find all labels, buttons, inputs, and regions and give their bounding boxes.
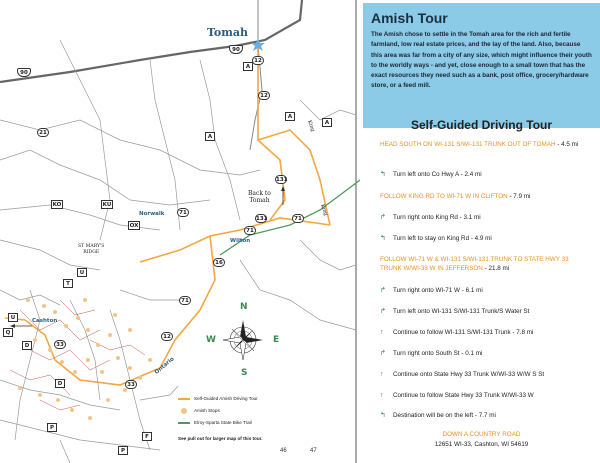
step-text: Turn right onto South St xyxy=(393,350,460,357)
route-shield-131-b: 131 xyxy=(256,216,268,222)
step-text: Turn right onto WI-71 W xyxy=(393,287,460,294)
cashton-label: Cashton xyxy=(32,318,58,324)
route-shield-131: 131 xyxy=(276,177,288,183)
step-distance: - 4.9 mi xyxy=(470,235,492,242)
section-heading: HEAD SOUTH ON WI-131 S/WI-131 TRUNK OUT OF TOMAH xyxy=(380,141,556,148)
route-shield-ku: KU xyxy=(102,202,112,208)
turn-right-icon: ↱ xyxy=(380,214,386,221)
route-shield-d-2: D xyxy=(55,379,65,388)
turn-right-icon: ↱ xyxy=(380,350,386,357)
route-shield-71-c: 71 xyxy=(292,214,304,223)
step-text: Turn left onto Co Hwy A xyxy=(393,171,459,178)
info-text: The Amish chose to settle in the Tomah area for the rich and fertile farmland, low real estate prices, and the lay of the land. Also, because this area was far from a city of any size, which might influence their youth to the worldly ways - and yet, close enough to a small town that has the exact resources they need such as a bank, post office, grocery/hardware store, or a feed mill. xyxy=(371,31,592,90)
section-distance: - 4.5 mi xyxy=(557,141,579,148)
step-text: Turn right onto King Rd xyxy=(393,214,458,221)
section-distance: - 21.8 mi xyxy=(484,265,510,272)
map-legend xyxy=(178,386,353,438)
legend-drive-swatch xyxy=(178,398,190,400)
route-shield-21: 21 xyxy=(37,128,49,137)
norwalk-label: Norwalk xyxy=(139,211,165,217)
turn-right-icon: ↱ xyxy=(380,308,386,315)
destination-name: DOWN A COUNTRY ROAD xyxy=(442,431,521,438)
route-shield-i90: 90 xyxy=(229,45,243,54)
step-text: Continue to follow State Hwy 33 Trunk W/WI-33 W xyxy=(393,392,534,399)
route-shield-12-b: 12 xyxy=(258,91,270,100)
section-heading: FOLLOW WI-71 W & WI-131 S/WI-131 TRUNK TO STATE HWY 33 TRUNK W/WI-33 W IN JEFFERSON xyxy=(380,256,569,272)
route-shield-a-3: A xyxy=(322,118,332,127)
route-shield-f: F xyxy=(142,432,152,441)
route-shield-t: T xyxy=(63,279,73,288)
straight-arrow-icon: ↑ xyxy=(380,371,384,378)
route-shield-33: 33 xyxy=(54,340,66,349)
route-shield-p-1: P xyxy=(47,423,57,432)
compass-s: S xyxy=(241,368,248,378)
legend-trail-label: Elroy-Sparta State Bike Trail xyxy=(194,420,252,425)
route-shield-i90-west: 90 xyxy=(17,68,31,77)
driving-tour-title: Self-Guided Driving Tour xyxy=(410,118,553,132)
route-shield-a-1: A xyxy=(243,62,253,71)
route-shield-71-a: 71 xyxy=(177,208,189,217)
route-shield-u: U xyxy=(77,268,87,277)
step-distance: - 6.1 mi xyxy=(461,287,483,294)
info-title: Amish Tour xyxy=(371,10,448,26)
step-distance: - 7.8 mi xyxy=(512,329,534,336)
route-shield-ko: KO xyxy=(52,202,62,208)
step-distance: - 2.4 mi xyxy=(460,171,482,178)
straight-arrow-icon: ↑ xyxy=(380,392,384,399)
step-text: Turn left onto WI-131 S/WI-131 Trunk/S Water St xyxy=(393,308,530,315)
page-number-left: 46 xyxy=(280,448,287,454)
straight-arrow-icon: ↑ xyxy=(380,329,384,336)
legend-drive-label: Self-Guided Amish Driving Tour xyxy=(194,396,258,401)
turn-right-icon: ↱ xyxy=(380,287,386,294)
route-section-3 xyxy=(380,255,590,273)
legend-stops-label: Amish Stops xyxy=(194,408,220,413)
turn-left-icon: ↰ xyxy=(380,412,386,419)
step-text: Destination will be on the left xyxy=(393,412,474,419)
route-shield-71-d: 71 xyxy=(179,296,191,305)
back-to-tomah-label: Back to Tomah xyxy=(248,190,271,204)
section-distance: - 7.9 mi xyxy=(509,193,531,200)
step-distance: - 0.1 mi xyxy=(461,350,483,357)
amish-tour-info-box xyxy=(363,3,600,128)
step-text: Continue onto State Hwy 33 Trunk W/WI-33 W/W S St xyxy=(393,371,545,378)
section-heading: FOLLOW KING RD TO WI-71 W IN CLIFTON xyxy=(380,193,508,200)
route-shield-33-b: 33 xyxy=(125,380,137,389)
see-pullout-note: See pull out for larger map of this tour. xyxy=(178,436,263,441)
route-section-1 xyxy=(380,140,590,149)
ontario-label: Ontario xyxy=(153,356,176,376)
st-marys-ridge-label: ST MARY'S RIDGE xyxy=(78,244,105,255)
step-text: Continue to follow WI-131 S/WI-131 Trunk xyxy=(393,329,511,336)
route-shield-71-b: 71 xyxy=(244,226,256,235)
wilton-label: Wilton xyxy=(230,238,251,244)
tour-sidebar xyxy=(363,0,600,463)
king-road-label: King xyxy=(306,119,316,133)
route-shield-12-c: 12 xyxy=(161,332,173,341)
step-distance: - 7.7 mi xyxy=(474,412,496,419)
route-shield-a-left: A xyxy=(205,132,215,141)
city-label-tomah: Tomah xyxy=(207,26,249,39)
compass-e: E xyxy=(273,335,280,345)
legend-stops-dot xyxy=(181,408,187,414)
route-shield-d: D xyxy=(22,341,32,350)
route-shield-q: Q xyxy=(3,328,13,337)
route-shield-ox: OX xyxy=(129,223,139,229)
turn-left-icon: ↰ xyxy=(380,235,386,242)
route-shield-a-2: A xyxy=(285,112,295,121)
compass-rose-graphic xyxy=(223,320,263,360)
king-road-label-right: King xyxy=(319,203,329,217)
route-section-2 xyxy=(380,192,590,201)
turn-left-icon: ↰ xyxy=(380,171,386,178)
step-distance: - 3.1 mi xyxy=(459,214,481,221)
route-shield-16: 16 xyxy=(213,258,225,267)
legend-trail-swatch xyxy=(178,422,190,424)
route-shield-u-2: U xyxy=(8,313,18,322)
compass-w: W xyxy=(206,335,216,345)
route-shield-p-2: P xyxy=(118,446,128,455)
destination-address: 12651 WI-33, Cashton, WI 54619 xyxy=(434,441,529,448)
compass-n: N xyxy=(240,302,248,312)
step-text: Turn left to stay on King Rd xyxy=(393,235,470,242)
route-shield-12: 12 xyxy=(252,56,264,65)
page-number-right: 47 xyxy=(310,448,317,454)
